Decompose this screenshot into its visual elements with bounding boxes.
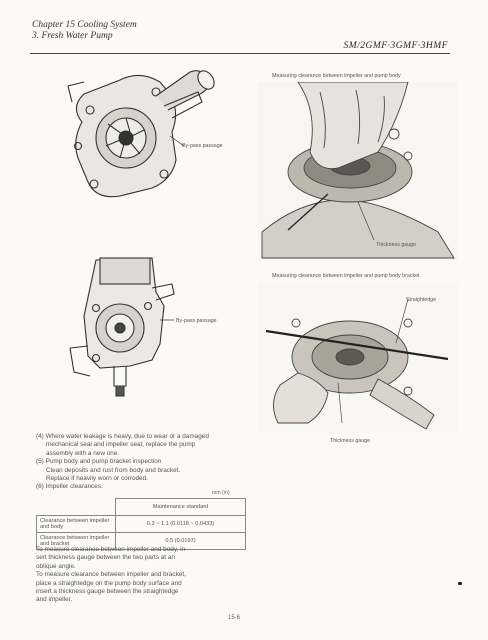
bypass-label-top: By-pass passage — [182, 143, 223, 149]
section-title: 3. Fresh Water Pump — [32, 31, 113, 41]
item-5-line-3: Replace if heavily worn or corroded. — [46, 475, 148, 483]
para-2-line-3: insert a thickness gauge between the straightedge — [36, 588, 179, 596]
table-row-label — [37, 516, 116, 533]
table-header-row — [37, 499, 246, 516]
para-2-line-1: To measure clearance between impeller and bracket, — [36, 571, 186, 579]
straightedge-label: Straightedge — [406, 297, 437, 303]
photo-impeller-bracket — [258, 283, 458, 433]
pump-front-drawing — [60, 62, 250, 217]
margin-mark — [458, 582, 462, 585]
item-4-line-2: mechanical seal and impeller seat, replace the pump — [46, 441, 196, 449]
para-1-line-3: oblique angle. — [36, 562, 76, 570]
item-5-line-2: Clean deposits and rust from body and bracket. — [46, 466, 181, 474]
header-rule — [30, 53, 450, 54]
procedure-text — [36, 433, 246, 492]
table-row — [37, 516, 246, 533]
item-6-line-1: (6) Impeller clearances. — [36, 483, 103, 491]
para-2-line-2: place a straightedge on the pump body surface and — [36, 579, 182, 587]
para-1-line-1: To measure clearance between impeller and body, in- — [36, 546, 188, 553]
bypass-label-bottom: By-pass passage — [176, 318, 217, 324]
thickness-gauge-label-top: Thickness gauge — [376, 242, 417, 248]
table-row-label-line-2: and bracket — [40, 541, 70, 547]
model-names: SM/2GMF·3GMF·3HMF — [343, 41, 448, 51]
thickness-gauge-label-bottom: Thickness gauge — [330, 438, 371, 444]
measurement-text — [36, 546, 250, 605]
item-4-line-1: (4) Where water leakage is heavy, due to wear or a damaged — [36, 433, 209, 440]
table-row-label-line-1: Clearance between impeller — [40, 518, 110, 524]
table-row-value: 0.5 (0.0197) — [116, 533, 246, 550]
para-1-line-2: sert thickness gauge between the two parts at an — [36, 554, 175, 562]
chapter-title: Chapter 15 Cooling System — [32, 20, 137, 30]
table-corner — [37, 499, 116, 516]
clearance-table — [36, 498, 246, 550]
photo-top-caption: Measuring clearance between impeller and pump body — [272, 73, 401, 79]
pump-side-drawing — [60, 248, 240, 403]
table-header-cell: Maintenance standard — [116, 499, 246, 516]
item-4-line-3: assembly with a new one. — [46, 449, 120, 457]
table-row-value: 0.3 ~ 1.1 (0.0118 ~ 0.0433) — [116, 516, 246, 533]
photo-bottom-caption: Measuring clearance between impeller and pump body bracket — [272, 273, 420, 279]
para-2-line-4: and impeller. — [36, 596, 73, 604]
table-row-label-line-1: Clearance between impeller — [40, 535, 110, 541]
table-unit: mm (in) — [212, 490, 230, 496]
photo-impeller-body — [258, 82, 458, 260]
page-number: 15-6 — [228, 615, 241, 621]
table-row-label-line-2: and body — [40, 524, 64, 530]
item-5-line-1: (5) Pump body and pump bracket inspection — [36, 458, 162, 466]
chapter-heading — [32, 20, 137, 42]
